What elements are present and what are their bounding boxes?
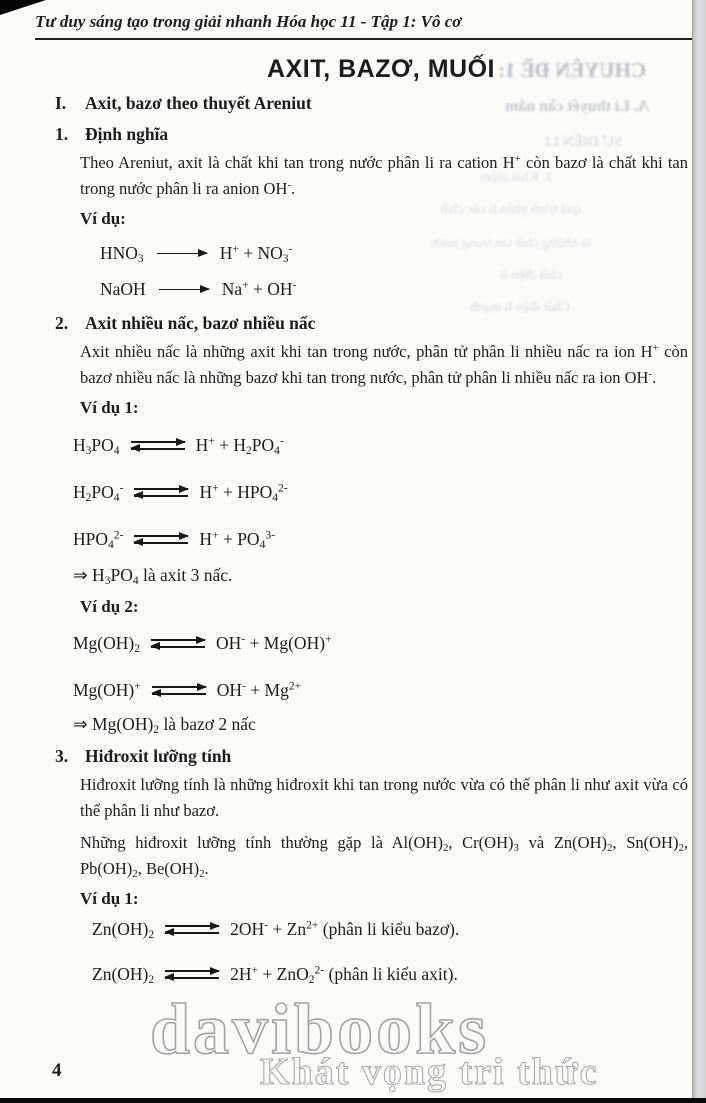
equilibrium-arrows-icon <box>165 925 219 933</box>
equation-lhs: $H_2PO_4^-$ <box>73 482 124 505</box>
equation-h2po4 <box>73 482 688 503</box>
equation-lhs: $Mg(OH)_2$ <box>73 633 141 656</box>
scan-gutter-shadow <box>692 0 706 1103</box>
ghost-text: chất điện li <box>500 268 563 283</box>
subsection-number: 2. <box>55 313 69 333</box>
multi-step-paragraph: Axit nhiều nấc là những axit khi tan trong nước, phân tử phân li nhiều nấc ra ion H+ còn bazơ nhiều nấc là những bazơ khi tan trong nước, phân tử phân li nhiều nấc ra ion OH-. <box>80 342 689 387</box>
subsection-label: Axit nhiều nấc, bazơ nhiều nấc <box>85 313 316 333</box>
equation-lhs: NaOH <box>100 279 146 299</box>
equation-lhs: Mg(OH)+ <box>73 680 141 700</box>
equation-rhs: 2H+ + ZnO$_2^{2-}$ (phân li kiểu axit). <box>230 964 458 987</box>
equation-rhs: $H^+ + HPO_4^{2-}$ <box>199 482 288 505</box>
section-label: Axit, bazơ theo thuyết Areniut <box>85 93 312 113</box>
equation-hno3 <box>100 243 688 264</box>
equilibrium-arrows-icon <box>134 488 188 496</box>
equilibrium-arrows-icon <box>165 970 219 978</box>
ghost-text: quá trình phân li các chất <box>440 202 582 217</box>
equilibrium-arrows-icon <box>151 639 205 647</box>
equation-rhs: OH- + Mg(OH)+ <box>216 633 332 653</box>
conclusion-acid: ⇒ $H_3PO_4$ là axit 3 nấc. <box>73 565 233 588</box>
equation-hpo4 <box>73 529 688 550</box>
equation-mgoh2 <box>73 633 688 654</box>
equation-znoh2-base <box>92 919 688 940</box>
ghost-text: Chất điện li mạnh <box>470 300 570 315</box>
ghost-text: CHUYÊN ĐỀ 1: <box>498 58 647 82</box>
subsection-heading-1 <box>55 123 688 145</box>
equation-lhs: $HNO_3$ <box>100 243 144 266</box>
definition-paragraph: Theo Areniut, axit là chất khi tan trong nước phân li ra cation H+ còn bazơ là chất khi tan trong nước phân li ra anion OH-. <box>80 153 688 198</box>
watermark-slogan: Khát vọng tri thức <box>260 1051 599 1093</box>
equation-lhs: $HPO_4^{2-}$ <box>73 529 124 552</box>
subsection-heading-2 <box>55 312 688 334</box>
ghost-text: A. Lí thuyết cần nắm <box>505 98 650 115</box>
equation-mgoh <box>73 680 688 701</box>
example-label-2: Ví dụ 1: <box>80 889 139 908</box>
forward-arrow-icon <box>159 289 209 291</box>
page-number: 4 <box>52 1060 62 1081</box>
subsection-label: Định nghĩa <box>85 124 169 144</box>
page-title: AXIT, BAZƠ, MUỐI <box>267 55 495 83</box>
equation-lhs: $Zn(OH)_2$ <box>92 964 155 987</box>
running-title: Tư duy sáng tạo trong giải nhanh Hóa học 11 - Tập 1: Vô cơ <box>35 12 697 40</box>
subsection-number: 3. <box>55 746 69 766</box>
section-heading-1 <box>55 92 688 114</box>
amphoteric-paragraph-2: Những hiđroxit lưỡng tính thường gặp là $Al(OH)_2$, $Cr(OH)_3$ và $Zn(OH)_2$, $Sn(OH)_2$, $Pb(OH)_2$, $Be(OH)_2$. <box>80 833 689 881</box>
example-1-label: Ví dụ 1: <box>80 398 139 417</box>
equation-rhs: $H^+ + NO_3^-$ <box>219 243 293 266</box>
equilibrium-arrows-icon <box>131 441 185 449</box>
equation-rhs: $H^+ + H_2PO_4^-$ <box>195 435 284 458</box>
conclusion-base: ⇒ $Mg(OH)_2$ là bazơ 2 nấc <box>73 714 256 737</box>
ghost-text: là những chất tan trong nước <box>430 236 592 251</box>
equation-lhs: $Zn(OH)_2$ <box>92 919 155 942</box>
equation-rhs: $H^+ + PO_4^{3-}$ <box>199 529 275 552</box>
example-label: Ví dụ: <box>80 209 126 228</box>
equation-naoh <box>100 279 688 300</box>
forward-arrow-icon <box>157 253 207 255</box>
equation-rhs: $2OH^- + Zn^{2+}$ (phân li kiểu bazơ). <box>230 919 460 939</box>
equation-znoh2-acid <box>92 964 688 985</box>
equation-h3po4 <box>73 435 688 456</box>
ghost-text: 1. Khái niệm <box>480 170 553 185</box>
scan-corner-artifact <box>0 0 46 15</box>
page-content <box>0 84 706 985</box>
subsection-number: 1. <box>55 124 69 144</box>
watermark-brand: davibooks <box>150 989 490 1069</box>
ghost-text: SỰ ĐIỆN LI <box>545 134 623 150</box>
subsection-heading-3 <box>55 745 688 767</box>
section-number: I. <box>55 93 67 113</box>
subsection-label: Hiđroxit lưỡng tính <box>85 746 232 766</box>
equation-rhs: $OH^- + Mg^{2+}$ <box>216 680 302 700</box>
equation-rhs: Na+ + OH- <box>221 279 297 299</box>
amphoteric-paragraph-1: Hiđroxit lưỡng tính là những hiđroxit khi tan trong nước vừa có thể phân li như axit vừa có thể phân li như bazơ. <box>80 775 688 820</box>
equilibrium-arrows-icon <box>152 686 206 694</box>
equation-lhs: $H_3PO_4$ <box>73 435 120 458</box>
example-2-label: Ví dụ 2: <box>80 597 139 616</box>
equilibrium-arrows-icon <box>134 535 188 543</box>
scan-bottom-edge <box>0 1098 706 1103</box>
